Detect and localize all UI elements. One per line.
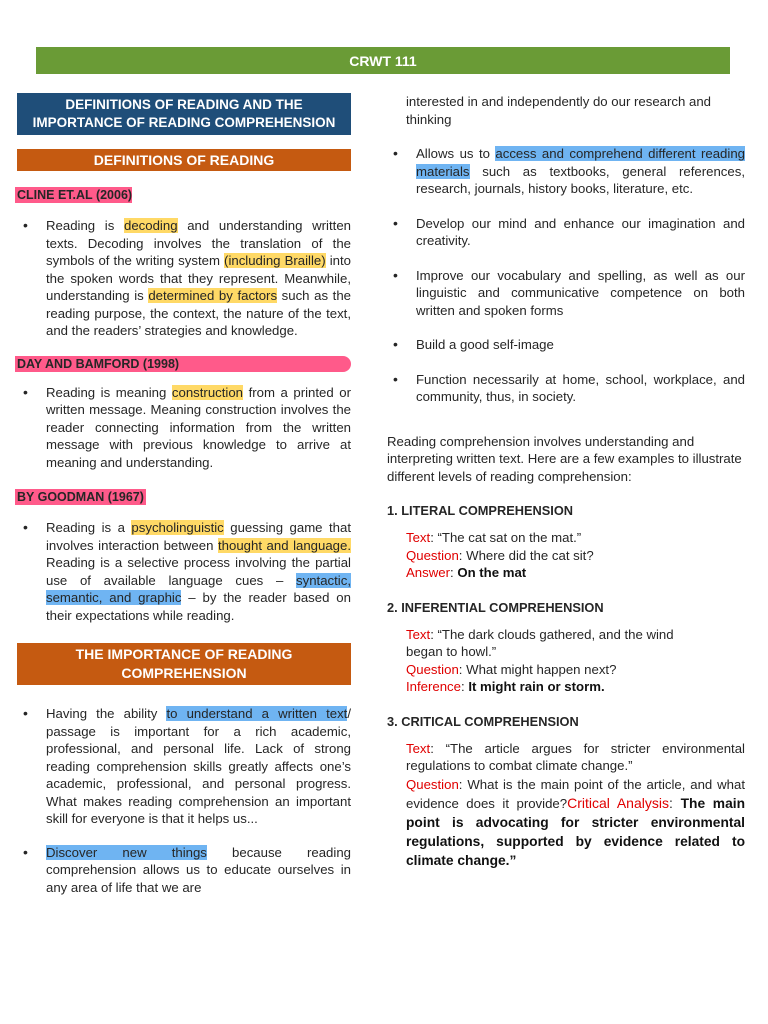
author-heading-cline: CLINE ET.AL (2006)	[17, 188, 133, 202]
cline-list	[17, 217, 351, 340]
importance-subheading: THE IMPORTANCE OF READING COMPREHENSION	[17, 643, 351, 685]
list-item: • Improve our vocabulary and spelling, as well as our linguistic and communicative competence on both written and spoken forms	[393, 266, 745, 318]
highlight: Discover new things	[46, 844, 207, 860]
author-heading-goodman: BY GOODMAN (1967)	[17, 490, 144, 504]
highlight: decoding	[124, 218, 178, 233]
list-item: • Discover new things because reading comprehension allows us to educate ourselves in any area of life that we are	[23, 843, 351, 895]
list-item: • Allows us to access and comprehend different reading materials such as textbooks, general references, research, journals, history books, literature, etc.	[393, 145, 745, 196]
highlight: syntactic, semantic, and graphic	[46, 572, 351, 605]
benefits-list	[387, 145, 745, 406]
highlight: determined by factors	[148, 288, 278, 303]
course-title: CRWT 111	[349, 52, 417, 69]
highlight: access and comprehend different reading materials	[416, 146, 745, 179]
goodman-list	[17, 519, 351, 624]
list-item: • Reading is decoding and understanding written texts. Decoding involves the translation of the symbols of the writing system (including Braille) into the spoken words that they represent. Meanwhile, understanding is determined by factors such as the reading purpose, the context, the nature of the text, and the readers’ strategies and knowledge.	[23, 217, 351, 338]
highlight: (including Braille)	[224, 253, 326, 268]
list-item: • Reading is meaning construction from a printed or written message. Meaning construction involves the reader connecting information from the written message with previous knowledge to arrive at meaning and understanding.	[23, 383, 351, 470]
list-item: • Having the ability to understand a written text/ passage is important for a rich academic, professional, and personal life. Lack of strong reading comprehension skills greatly affects one’s academic, professional, and personal progress. What makes reading comprehension an important skill for everyone is that it helps us...	[23, 705, 352, 826]
list-item: • Reading is a psycholinguistic guessing game that involves interaction between thought and language. Reading is a selective process involving the partial use of available language cues – syntactic, semantic, and graphic – by the reader based on their expectations while reading.	[23, 519, 352, 623]
course-title-bar	[36, 47, 730, 74]
comprehension-intro: Reading comprehension involves understanding and interpreting written text. Here are a few examples to illustrate different levels of reading comprehension:	[387, 433, 742, 484]
right-column	[387, 93, 745, 870]
importance-list	[17, 705, 351, 896]
author-heading-day: DAY AND BAMFORD (1998)	[17, 356, 351, 372]
highlight: to understand a written text	[166, 706, 348, 721]
literal-heading: 1. LITERAL COMPREHENSION	[387, 503, 574, 518]
continued-text: interested in and independently do our research and thinking	[406, 94, 711, 127]
definitions-subheading: DEFINITIONS OF READING	[17, 149, 351, 171]
inferential-example: Text: “The dark clouds gathered, and the wind began to howl.” Question: What might happen next? Inference: It might rain or storm.	[406, 626, 674, 694]
highlight: psycholinguistic	[131, 520, 224, 535]
critical-example: Text: “The article argues for stricter environmental regulations to combat climate change.” Question: What is the main point of the article, and what evidence does it provide?Critical Analysis: The main point is advocating for stricter environmental regulations, supported by evidence related to climate change.”	[406, 740, 745, 868]
list-item: • Develop our mind and enhance our imagination and creativity.	[393, 214, 745, 248]
highlight: construction	[171, 384, 244, 400]
main-heading-banner: DEFINITIONS OF READING AND THE IMPORTANCE OF READING COMPREHENSION	[17, 93, 351, 135]
left-column	[17, 93, 351, 896]
highlight: thought and language.	[217, 537, 352, 553]
literal-example: Text: “The cat sat on the mat.” Question: Where did the cat sit? Answer: On the mat	[406, 530, 594, 580]
inferential-heading: 2. INFERENTIAL COMPREHENSION	[387, 599, 604, 615]
day-list	[17, 384, 351, 472]
list-item: • Function necessarily at home, school, workplace, and community, thus, in society.	[393, 370, 745, 404]
critical-heading: 3. CRITICAL COMPREHENSION	[387, 713, 579, 729]
list-item: • Build a good self-image	[393, 336, 554, 352]
